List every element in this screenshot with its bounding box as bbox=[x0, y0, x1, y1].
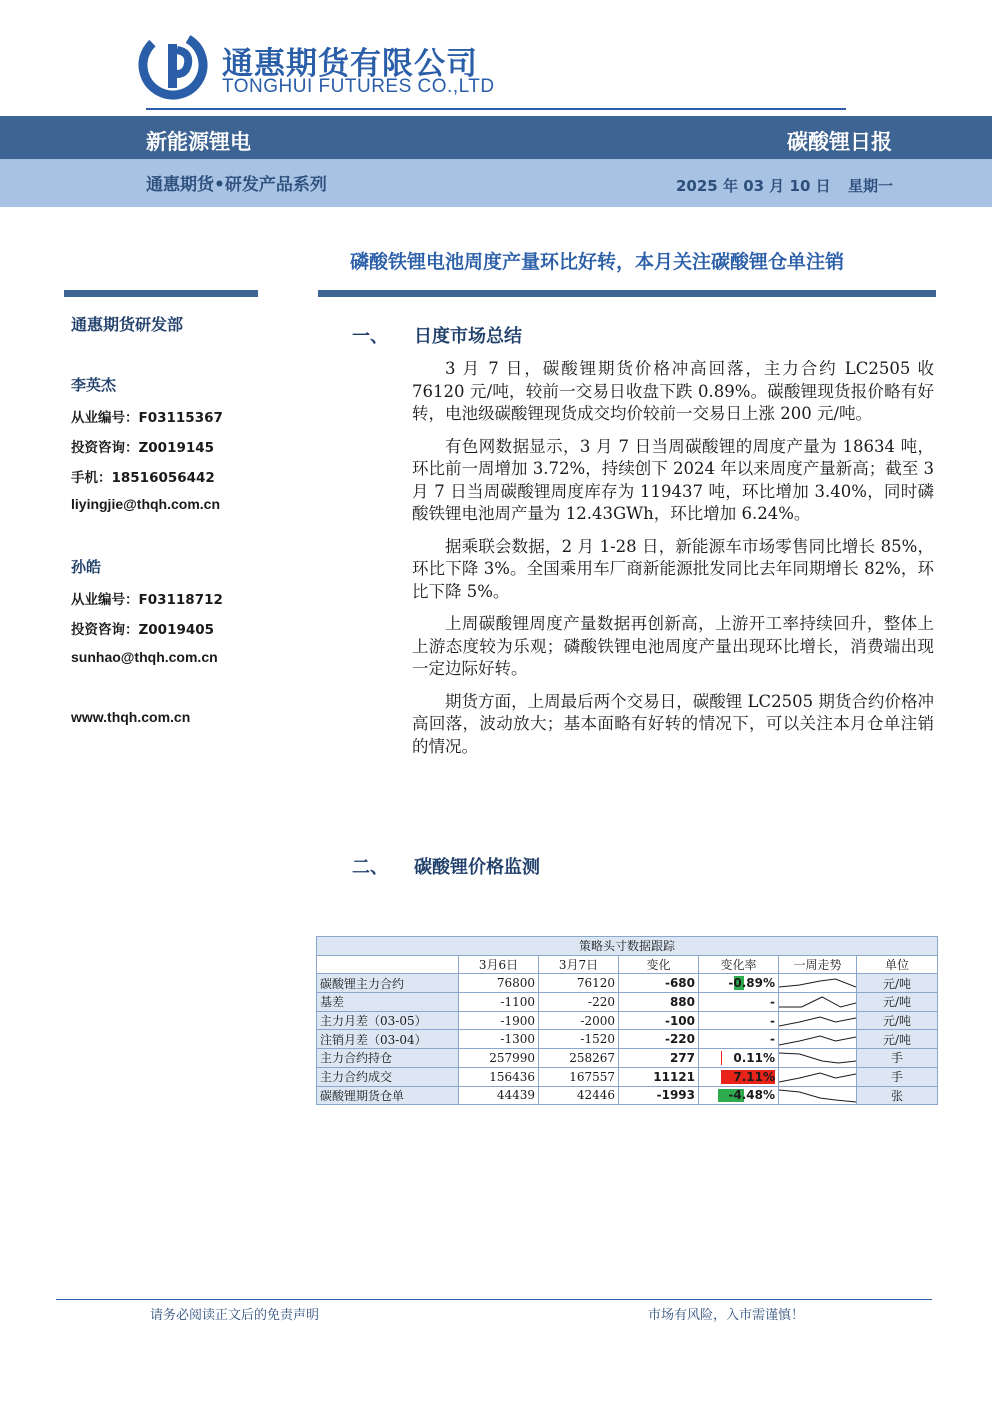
trend-line bbox=[779, 1053, 856, 1063]
table-caption: 策略头寸数据跟踪 bbox=[317, 937, 938, 956]
weekly-trend-sparkline bbox=[779, 1011, 857, 1030]
section-number: 二、 bbox=[352, 857, 388, 878]
value-prev: -1900 bbox=[459, 1011, 539, 1030]
paragraph: 有色网数据显示，3 月 7 日当周碳酸锂的周度产量为 18634 吨，环比前一周增加 3.72%，持续创下 2024 年以来周度产量新高；截至 3 月 7 日当周碳酸锂周度库存为 119437 吨，环比增加 3.40%，同时磷酸铁锂电池周产量为 12.43GWh，环比增加 6.24%。 bbox=[412, 436, 934, 523]
unit-cell: 张 bbox=[857, 1086, 938, 1105]
paragraph: 期货方面，上周最后两个交易日，碳酸锂 LC2505 期货合约价格冲高回落，波动放大；基本面略有好转的情况下，可以关注本月仓单注销的情况。 bbox=[412, 691, 934, 756]
value-prev: 44439 bbox=[459, 1086, 539, 1105]
change-rate-value: -0.89% bbox=[728, 976, 775, 991]
trend-line bbox=[779, 1090, 856, 1102]
weekly-trend-sparkline bbox=[779, 974, 857, 993]
sidebar-divider bbox=[64, 290, 258, 297]
department-name: 通惠期货研发部 bbox=[71, 315, 184, 334]
change-rate-cell bbox=[699, 974, 779, 993]
value-change: -1993 bbox=[619, 1086, 699, 1105]
risk-warning: 市场有风险，入市需谨慎！ bbox=[648, 1308, 805, 1323]
value-prev: 156436 bbox=[459, 1067, 539, 1086]
analyst-license: 从业编号：F03118712 bbox=[71, 592, 223, 608]
column-header: 变化 bbox=[619, 955, 699, 974]
value-prev: 257990 bbox=[459, 1049, 539, 1068]
analyst-consult: 投资咨询：Z0019145 bbox=[71, 440, 215, 456]
report-date: 2025 年 03 月 10 日 bbox=[676, 177, 831, 195]
column-header bbox=[317, 955, 459, 974]
value-change: 880 bbox=[619, 993, 699, 1012]
value-curr: 258267 bbox=[539, 1049, 619, 1068]
column-header: 单位 bbox=[857, 955, 938, 974]
table-row bbox=[317, 1086, 938, 1105]
analyst-consult: 投资咨询：Z0019405 bbox=[71, 622, 215, 638]
header-divider bbox=[146, 108, 846, 110]
weekly-trend-sparkline bbox=[779, 993, 857, 1012]
series-label: 通惠期货•研发产品系列 bbox=[146, 175, 327, 195]
change-rate-value: 7.11% bbox=[733, 1069, 775, 1084]
table-header-row bbox=[317, 955, 938, 974]
company-logo-icon bbox=[138, 30, 208, 100]
change-rate-value: 0.11% bbox=[733, 1050, 775, 1065]
change-rate-value: - bbox=[770, 1013, 775, 1028]
table-row bbox=[317, 993, 938, 1012]
section-title: 日度市场总结 bbox=[414, 326, 522, 347]
analyst-email[interactable]: sunhao@thqh.com.cn bbox=[71, 649, 218, 665]
trend-line bbox=[779, 1036, 856, 1045]
trend-line bbox=[779, 1073, 856, 1082]
report-type-title: 碳酸锂日报 bbox=[787, 130, 892, 154]
section-number: 一、 bbox=[352, 326, 388, 347]
section-title: 碳酸锂价格监测 bbox=[414, 857, 540, 878]
row-label: 主力月差（03-05） bbox=[317, 1011, 459, 1030]
website-link[interactable]: www.thqh.com.cn bbox=[71, 709, 191, 725]
value-curr: 42446 bbox=[539, 1086, 619, 1105]
category-title: 新能源锂电 bbox=[146, 130, 251, 154]
paragraph: 上周碳酸锂周度产量数据再创新高，上游开工率持续回升，整体上上游态度较为乐观；磷酸铁锂电池周度产量出现环比增长，消费端出现一定边际好转。 bbox=[412, 614, 934, 678]
value-curr: 76120 bbox=[539, 974, 619, 993]
row-label: 主力合约成交 bbox=[317, 1067, 459, 1086]
change-rate-cell bbox=[699, 1030, 779, 1049]
unit-cell: 手 bbox=[857, 1049, 938, 1068]
analyst-name: 李英杰 bbox=[71, 376, 117, 394]
trend-line bbox=[779, 997, 856, 1007]
unit-cell: 手 bbox=[857, 1067, 938, 1086]
change-rate-value: - bbox=[770, 994, 775, 1009]
analyst-phone: 手机：18516056442 bbox=[71, 470, 215, 486]
change-rate-value: -4.48% bbox=[728, 1088, 775, 1103]
value-change: -680 bbox=[619, 974, 699, 993]
column-header: 一周走势 bbox=[779, 955, 857, 974]
value-curr: -1520 bbox=[539, 1030, 619, 1049]
disclaimer-notice: 请务必阅读正文后的免责声明 bbox=[150, 1308, 320, 1323]
value-change: -220 bbox=[619, 1030, 699, 1049]
row-label: 基差 bbox=[317, 993, 459, 1012]
price-monitor-table bbox=[316, 936, 938, 1105]
paragraph: 据乘联会数据，2 月 1-28 日，新能源车市场零售同比增长 85%，环比下降 3%。全国乘用车厂商新能源批发同比去年同期增长 82%，环比下降 5%。 bbox=[412, 536, 934, 601]
value-change: 11121 bbox=[619, 1067, 699, 1086]
value-curr: -2000 bbox=[539, 1011, 619, 1030]
value-prev: -1100 bbox=[459, 993, 539, 1012]
weekly-trend-sparkline bbox=[779, 1030, 857, 1049]
change-rate-cell bbox=[699, 993, 779, 1012]
brand-name-en: TONGHUI FUTURES CO.,LTD bbox=[222, 76, 495, 97]
column-header: 3月6日 bbox=[459, 955, 539, 974]
row-label: 注销月差（03-04） bbox=[317, 1030, 459, 1049]
weekly-trend-sparkline bbox=[779, 1067, 857, 1086]
change-rate-cell bbox=[699, 1086, 779, 1105]
footer-divider bbox=[56, 1299, 932, 1300]
weekly-trend-sparkline bbox=[779, 1049, 857, 1068]
unit-cell: 元/吨 bbox=[857, 993, 938, 1012]
analyst-email[interactable]: liyingjie@thqh.com.cn bbox=[71, 496, 220, 512]
unit-cell: 元/吨 bbox=[857, 1030, 938, 1049]
table-row bbox=[317, 1049, 938, 1068]
change-rate-bar bbox=[721, 1051, 722, 1065]
row-label: 碳酸锂主力合约 bbox=[317, 974, 459, 993]
value-change: -100 bbox=[619, 1011, 699, 1030]
unit-cell: 元/吨 bbox=[857, 974, 938, 993]
analyst-license: 从业编号：F03115367 bbox=[71, 410, 223, 426]
value-change: 277 bbox=[619, 1049, 699, 1068]
table-row bbox=[317, 1067, 938, 1086]
change-rate-cell bbox=[699, 1049, 779, 1068]
headline-divider bbox=[318, 290, 936, 297]
value-prev: -1300 bbox=[459, 1030, 539, 1049]
trend-line bbox=[779, 1017, 856, 1026]
report-headline: 磷酸铁锂电池周度产量环比好转，本月关注碳酸锂仓单注销 bbox=[350, 251, 845, 273]
change-rate-value: - bbox=[770, 1032, 775, 1047]
weekly-trend-sparkline bbox=[779, 1086, 857, 1105]
column-header: 3月7日 bbox=[539, 955, 619, 974]
unit-cell: 元/吨 bbox=[857, 1011, 938, 1030]
change-rate-cell bbox=[699, 1067, 779, 1086]
trend-line bbox=[779, 979, 856, 987]
row-label: 主力合约持仓 bbox=[317, 1049, 459, 1068]
brand-name-cn: 通惠期货有限公司 bbox=[222, 46, 478, 82]
column-header: 变化率 bbox=[699, 955, 779, 974]
table-row bbox=[317, 1030, 938, 1049]
row-label: 碳酸锂期货仓单 bbox=[317, 1086, 459, 1105]
table-row bbox=[317, 1011, 938, 1030]
analyst-name: 孙皓 bbox=[71, 558, 102, 576]
change-rate-cell bbox=[699, 1011, 779, 1030]
value-curr: -220 bbox=[539, 993, 619, 1012]
table-row bbox=[317, 974, 938, 993]
value-prev: 76800 bbox=[459, 974, 539, 993]
report-weekday: 星期一 bbox=[848, 177, 894, 195]
paragraph: 3 月 7 日，碳酸锂期货价格冲高回落，主力合约 LC2505 收 76120 元/吨，较前一交易日收盘下跌 0.89%。碳酸锂现货报价略有好转，电池级碳酸锂现货成交均价较前一交易日上涨 200 元/吨。 bbox=[412, 359, 934, 423]
value-curr: 167557 bbox=[539, 1067, 619, 1086]
market-summary bbox=[412, 358, 934, 768]
